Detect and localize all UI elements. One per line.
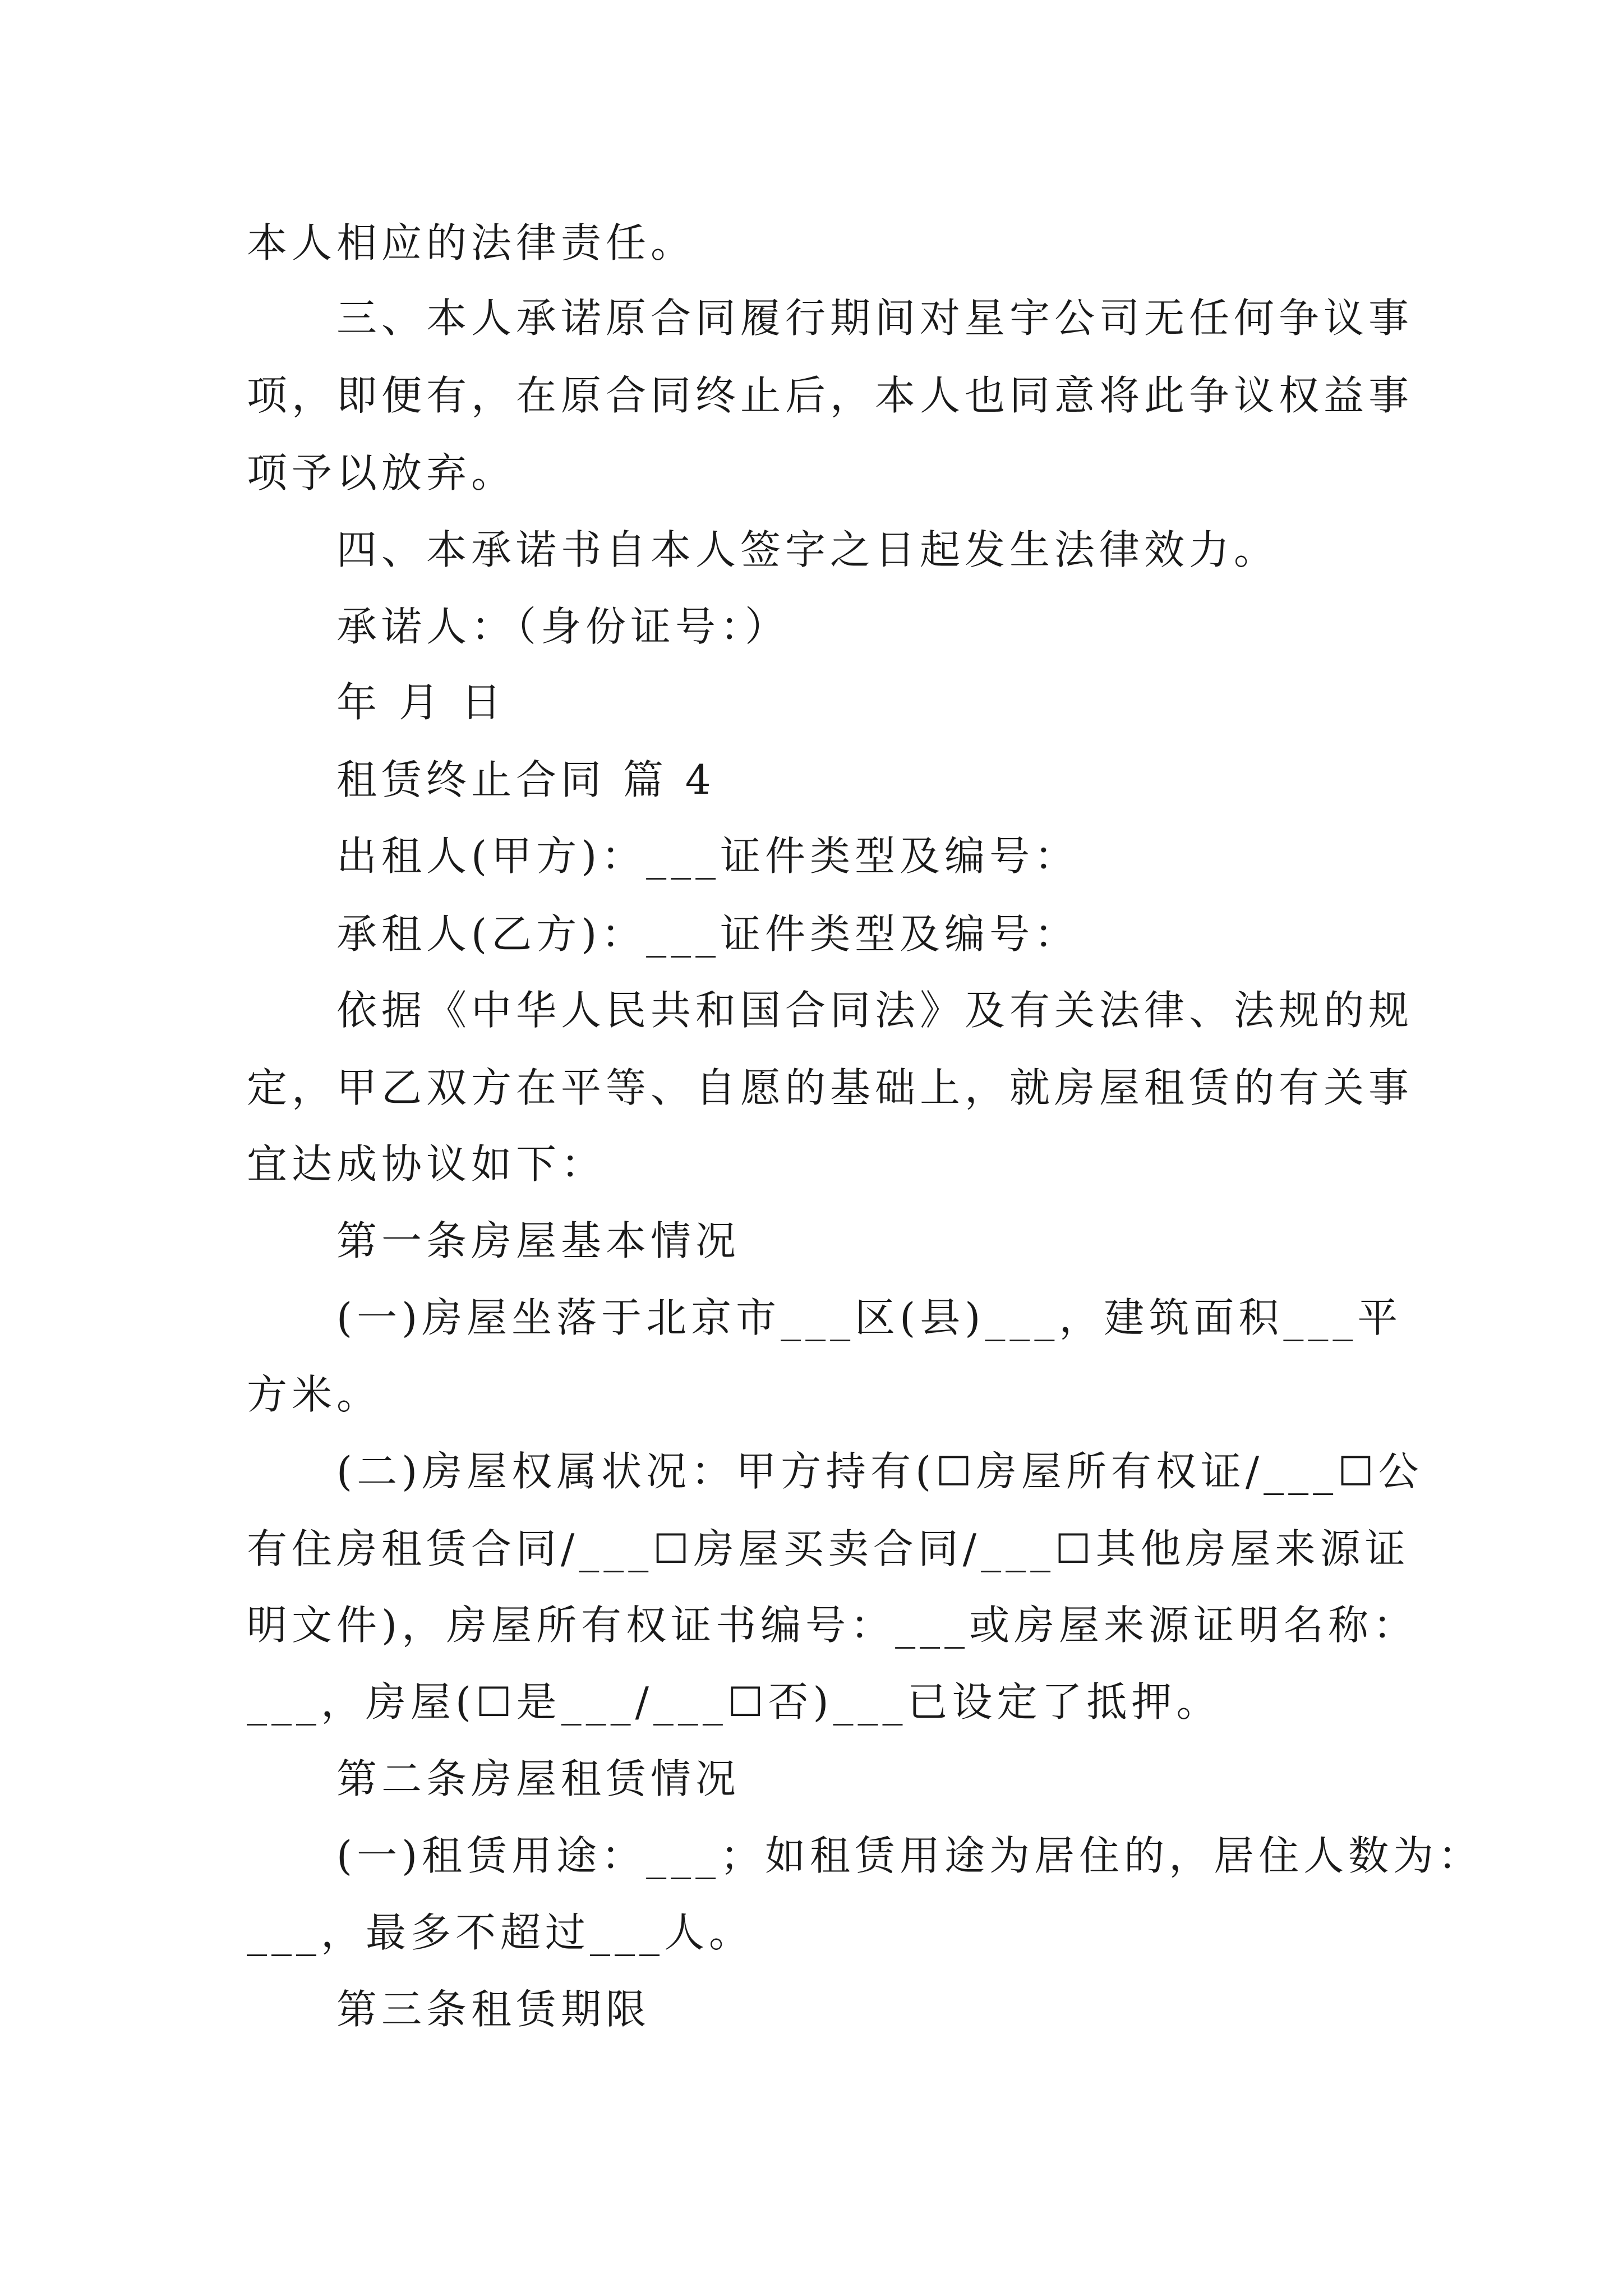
text-line-3: 项，即便有，在原合同终止后，本人也同意将此争议权益事 xyxy=(247,372,1414,419)
text-line-1: 本人相应的法律责任。 xyxy=(247,219,696,266)
text-line-9: 出租人(甲方)：___证件类型及编号： xyxy=(336,832,1080,880)
text-line-20: ___，房屋(☐是___/___☐否)___已设定了抵押。 xyxy=(247,1678,1221,1726)
text-line-22: (一)租赁用途：___；如租赁用途为居住的，居住人数为： xyxy=(336,1832,1483,1879)
text-line-5: 四、本承诺书自本人签字之日起发生法律效力。 xyxy=(336,526,1279,573)
text-line-12: 定，甲乙双方在平等、自愿的基础上，就房屋租赁的有关事 xyxy=(247,1064,1414,1111)
text-line-14: 第一条房屋基本情况 xyxy=(336,1217,741,1264)
text-line-17: (二)房屋权属状况：甲方持有(☐房屋所有权证/___☐公 xyxy=(336,1448,1423,1495)
text-line-13: 宜达成协议如下： xyxy=(247,1140,606,1188)
text-line-19: 明文件)，房屋所有权证书编号：___或房屋来源证明名称： xyxy=(247,1602,1418,1649)
text-line-4: 项予以放弃。 xyxy=(247,449,517,496)
text-line-11: 依据《中华人民共和国合同法》及有关法律、法规的规 xyxy=(336,987,1414,1034)
text-line-21: 第二条房屋租赁情况 xyxy=(336,1755,741,1802)
text-line-6: 承诺人：（身份证号：） xyxy=(336,603,790,650)
text-line-18: 有住房租赁合同/___☐房屋买卖合同/___☐其他房屋来源证 xyxy=(247,1525,1410,1572)
text-line-23: ___，最多不超过___人。 xyxy=(247,1909,754,1956)
text-line-7: 年 月 日 xyxy=(336,679,506,726)
text-line-8: 租赁终止合同 篇 4 xyxy=(336,756,716,803)
text-line-24: 第三条租赁期限 xyxy=(336,1986,651,2033)
text-line-15: (一)房屋坐落于北京市___区(县)___，建筑面积___平 xyxy=(336,1294,1403,1341)
text-line-10: 承租人(乙方)：___证件类型及编号： xyxy=(336,910,1080,958)
text-line-2: 三、本人承诺原合同履行期间对星宇公司无任何争议事 xyxy=(336,295,1414,342)
text-line-16: 方米。 xyxy=(247,1371,382,1418)
